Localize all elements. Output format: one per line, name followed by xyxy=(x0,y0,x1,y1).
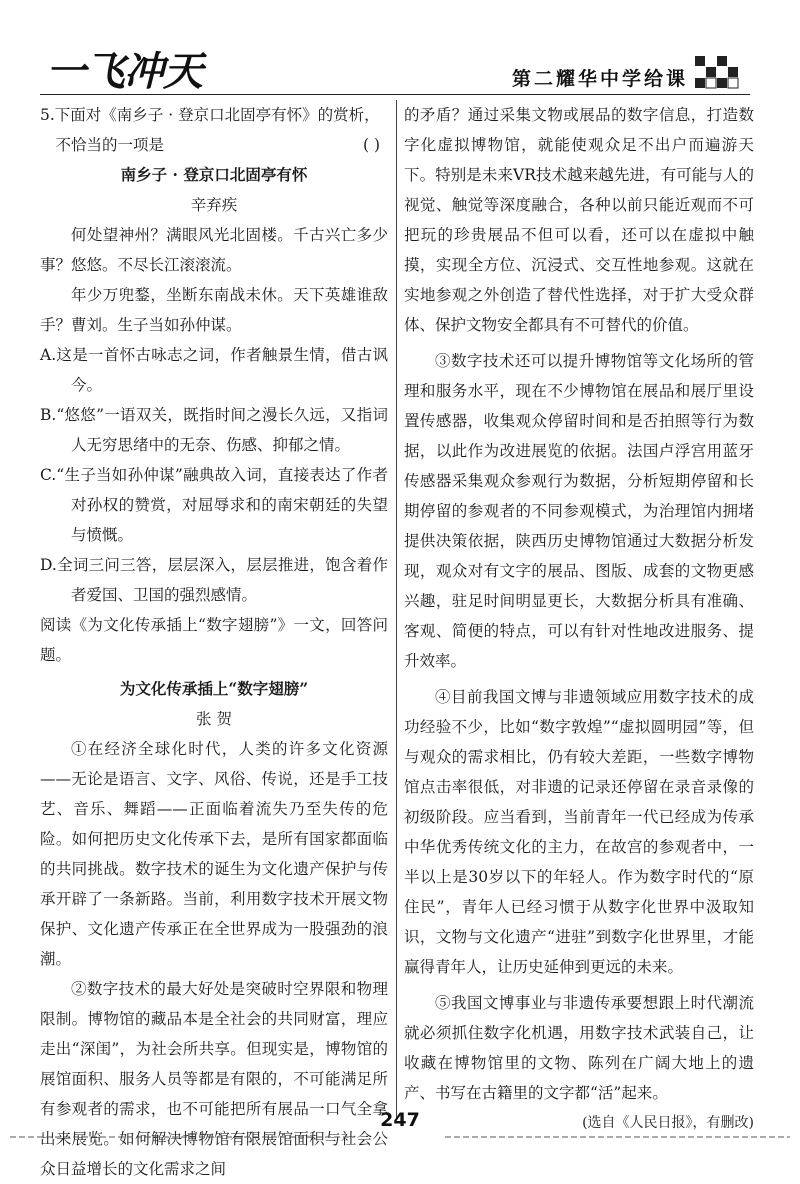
article-source: (选自《人民日报》，有删改) xyxy=(582,1115,754,1131)
option-b: B.“悠悠”一语双关，既指时间之漫长久远，又指词人无穷思绪中的无奈、伤感、抑郁之情。 xyxy=(40,406,388,454)
article-paragraph-1: ①在经济全球化时代，人类的许多文化资源——无论是语言、文字、风俗、传说，还是手工技艺、音乐、舞蹈——正面临着流失乃至失传的危险。如何把历史文化传承下去，是所有国家都面临的共同挑战。数字技术的诞生为文化遗产保护与传承开辟了一条新路。当前，利用数字技术开展文物保护、文化遗产传承正在全世界成为一股强劲的浪潮。 xyxy=(40,740,388,968)
header-title: 第二耀华中学给课 xyxy=(512,68,689,90)
column-divider xyxy=(396,100,397,1120)
option-d: D.全词三问三答，层层深入，层层推进，饱含着作者爱国、卫国的强烈感情。 xyxy=(40,556,388,604)
question-5 xyxy=(40,100,388,130)
right-column xyxy=(404,100,754,1138)
page-number: 247 xyxy=(380,1109,420,1131)
page-header xyxy=(0,0,800,95)
article-paragraph-2: ②数字技术的最大好处是突破时空界限和物理限制。博物馆的藏品本是全社会的共同财富，理应走出“深闺”，为社会所共享。但现实是，博物馆的展馆面积、服务人员等都是有限的，不可能满足所有参观者的需求，也不可能把所有展品一口气全拿出来展览。如何解决博物馆有限展馆面积与社会公众日益增长的文化需求之间 xyxy=(40,980,388,1178)
poem-line: 年少万兜鍪，坐断东南战未休。天下英雄谁敌手？曹刘。生子当如孙仲谋。 xyxy=(40,286,388,334)
poem-line: 何处望神州？满眼风光北固楼。千古兴亡多少事？悠悠。不尽长江滚滚流。 xyxy=(40,226,388,274)
checker-decoration-icon xyxy=(695,56,739,92)
poem-author: 辛弃疾 xyxy=(190,196,238,214)
question-text-2: 不恰当的一项是 xyxy=(55,136,165,154)
left-column xyxy=(40,100,388,1184)
article-paragraph-2-cont: 的矛盾？通过采集文物或展品的数字信息，打造数字化虚拟博物馆，就能使观众足不出户而遍游天下。特别是未来VR技术越来越先进，有可能与人的视觉、触觉等深度融合，各种以前只能近观而不可把玩的珍贵展品不但可以看，还可以在虚拟中触摸，实现全方位、沉浸式、交互性地参观。这就在实地参观之外创造了替代性选择，对于扩大受众群体、保护文物安全都具有不可替代的价值。 xyxy=(404,106,754,334)
reading-intro: 阅读《为文化传承插上“数字翅膀”》一文，回答问题。 xyxy=(40,616,388,664)
article-author: 张 贺 xyxy=(196,710,232,728)
article-paragraph-5: ⑤我国文博事业与非遗传承要想跟上时代潮流就必须抓住数字化机遇，用数字技术武装自己，让收藏在博物馆里的文物、陈列在广阔大地上的遗产、书写在古籍里的文字都“活”起来。 xyxy=(404,994,754,1102)
answer-blank: ( ) xyxy=(362,136,380,154)
brand-logo-text: 一飞冲天 xyxy=(46,48,202,95)
article-title: 为文化传承插上“数字翅膀” xyxy=(119,679,309,698)
question-text: 下面对《南乡子 · 登京口北固亭有怀》的赏析， xyxy=(54,106,380,124)
option-c: C.“生子当如孙仲谋”融典故入词，直接表达了作者对孙权的赞赏，对屈辱求和的南宋朝廷的失望与愤慨。 xyxy=(40,466,388,544)
header-rule xyxy=(40,94,750,95)
poem-title: 南乡子 · 登京口北固亭有怀 xyxy=(120,165,308,184)
option-a: A.这是一首怀古咏志之词，作者触景生情，借古讽今。 xyxy=(40,346,388,394)
question-number: 5. xyxy=(40,106,55,124)
article-paragraph-4: ④目前我国文博与非遗领域应用数字技术的成功经验不少，比如“数字敦煌”“虚拟圆明园”等，但与观众的需求相比，仍有较大差距，一些数字博物馆点击率很低，对非遗的记录还停留在录音录像的初级阶段。应当看到，当前青年一代已经成为传承中华优秀传统文化的主力，在故宫的参观者中，一半以上是30岁以下的年轻人。作为数字时代的“原住民”，青年人已经习惯于从数字化世界中汲取知识，文物与文化遗产“进驻”到数字化世界里，才能赢得青年人，让历史延伸到更远的未来。 xyxy=(404,688,754,976)
article-paragraph-3: ③数字技术还可以提升博物馆等文化场所的管理和服务水平，现在不少博物馆在展品和展厅里设置传感器，收集观众停留时间和是否拍照等行为数据，以此作为改进展览的依据。法国卢浮宫用蓝牙传感器采集观众参观行为数据，分析短期停留和长期停留的参观者的不同参观模式，为治理馆内拥堵提供决策依据，陕西历史博物馆通过大数据分析发现，观众对有文字的展品、图版、成套的文物更感兴趣，驻足时间明显更长，大数据分析具有准确、客观、简便的特点，可以有针对性地改进服务、提升效率。 xyxy=(404,352,754,670)
